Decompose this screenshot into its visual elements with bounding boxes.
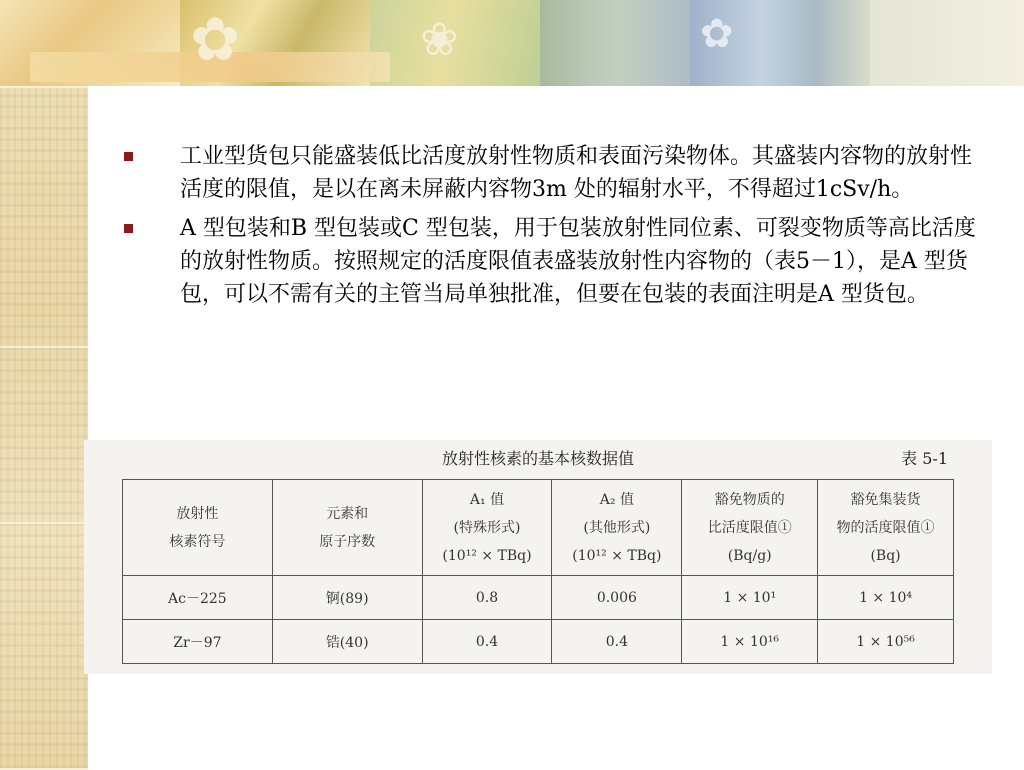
table-cell: 0.006 <box>552 576 682 620</box>
table-cell: 0.4 <box>552 620 682 664</box>
header-cell: 放射性 核素符号 <box>123 480 273 576</box>
bullet-item <box>124 140 984 206</box>
square-bullet-icon <box>124 224 133 233</box>
table-number: 表 5-1 <box>901 449 948 468</box>
banner-tile <box>540 0 690 86</box>
leaf-icon: ❀ <box>420 12 459 66</box>
table-title: 放射性核素的基本核数据值 <box>441 449 634 468</box>
strip-tile <box>0 86 88 348</box>
table-cell: Zr－97 <box>123 620 273 664</box>
strip-tile <box>0 522 88 770</box>
decorative-left-strip <box>0 0 88 768</box>
table-row <box>123 576 954 620</box>
header-cell: 豁免集装货 物的活度限值① (Bq) <box>818 480 954 576</box>
bullet-item <box>124 212 984 311</box>
square-bullet-icon <box>124 152 133 161</box>
strip-tile <box>0 346 88 524</box>
header-cell: A₁ 值 (特殊形式) (10¹² × TBq) <box>422 480 552 576</box>
bullet-text: 工业型货包只能盛装低比活度放射性物质和表面污染物体。其盛装内容物的放射性活度的限值，是以在离未屏蔽内容物3m 处的辐射水平，不得超过1cSv/h。 <box>180 144 973 202</box>
table-cell: 0.8 <box>422 576 552 620</box>
nuclide-data-table <box>122 479 954 664</box>
header-cell: 豁免物质的 比活度限值① (Bq/g) <box>682 480 818 576</box>
table-cell: 1 × 10¹ <box>682 576 818 620</box>
leaf-icon: ✿ <box>700 11 734 57</box>
leaf-icon: ✿ <box>190 5 241 75</box>
header-cell: A₂ 值 (其他形式) (10¹² × TBq) <box>552 480 682 576</box>
table-cell: Ac－225 <box>123 576 273 620</box>
table-header-row <box>123 480 954 576</box>
table-cell: 锕(89) <box>272 576 422 620</box>
header-cell: 元素和 原子序数 <box>272 480 422 576</box>
table-cell: 1 × 10¹⁶ <box>682 620 818 664</box>
table-cell: 1 × 10⁵⁶ <box>818 620 954 664</box>
bullet-text: A 型包装和B 型包装或C 型包装，用于包装放射性同位素、可裂变物质等高比活度的放射性物质。按照规定的活度限值表盛装放射性内容物的（表5－1），是A 型货包，可以不需有关的主管当局单独批准，但要在包装的表面注明是A 型货包。 <box>180 216 976 307</box>
decorative-top-banner <box>0 0 1024 86</box>
table-cell: 锆(40) <box>272 620 422 664</box>
table-image <box>84 440 992 674</box>
slide-content <box>124 140 984 317</box>
table-row <box>123 620 954 664</box>
banner-tile <box>870 0 1024 86</box>
table-cell: 0.4 <box>422 620 552 664</box>
table-cell: 1 × 10⁴ <box>818 576 954 620</box>
